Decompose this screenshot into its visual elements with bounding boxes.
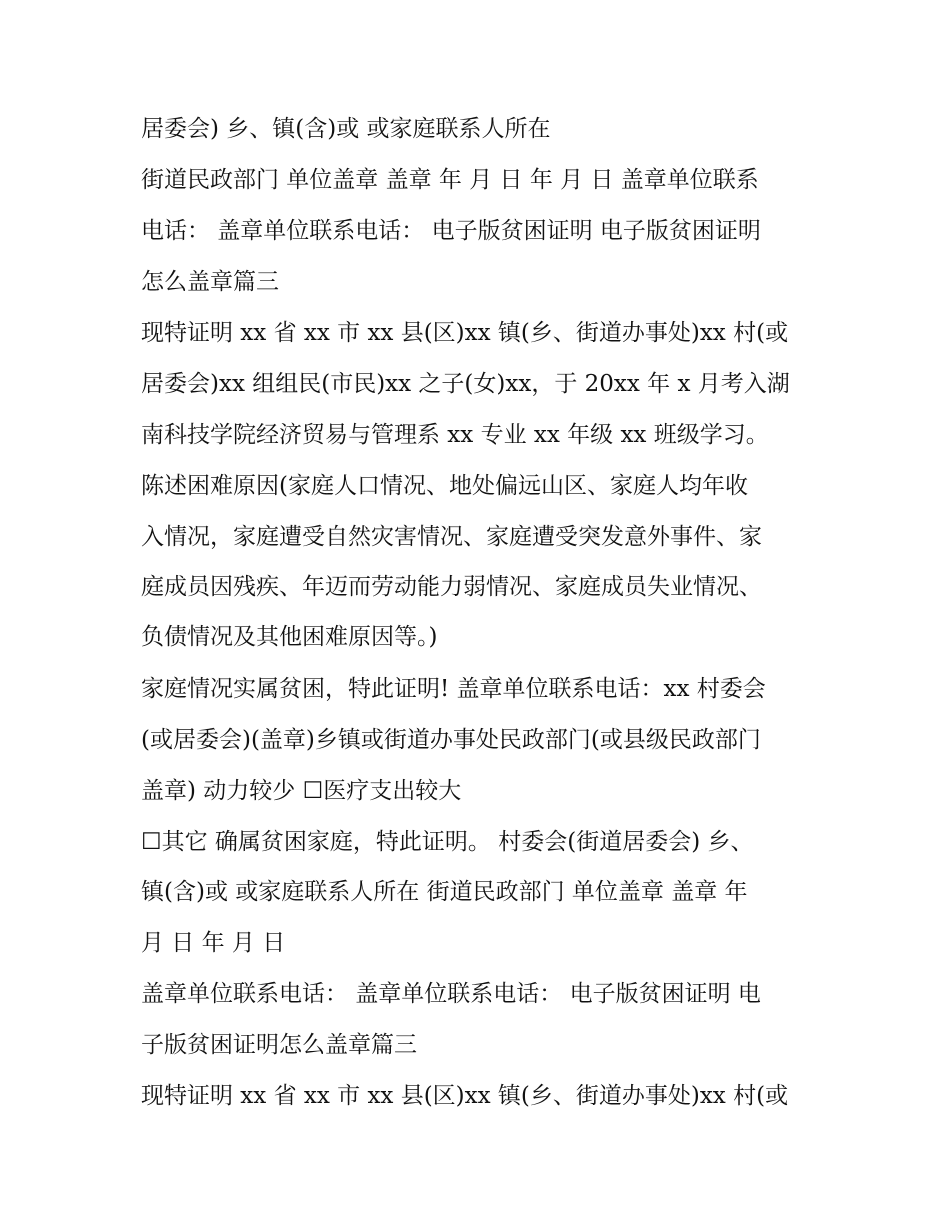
text-line: 镇(含)或 或家庭联系人所在 街道民政部门 单位盖章 盖章 年 [141, 879, 748, 905]
text-line: (或居委会)(盖章)乡镇或街道办事处民政部门(或县级民政部门 [141, 727, 761, 753]
text-line: 街道民政部门 单位盖章 盖章 年 月 日 年 月 日 盖章单位联系 [141, 167, 759, 193]
text-line: 居委会)xx 组组民(市民)xx 之子(女)xx，于 20xx 年 x 月考入湖 [141, 371, 790, 397]
text-line: 电话： 盖章单位联系电话： 电子版贫困证明 电子版贫困证明 [141, 218, 761, 244]
text-line: 负债情况及其他困难原因等。) [141, 624, 438, 650]
text-line: 居委会) 乡、镇(含)或 或家庭联系人所在 [141, 116, 551, 142]
text-line: ☐其它 确属贫困家庭，特此证明。 村委会(街道居委会) 乡、 [141, 829, 754, 855]
text-line: 庭成员因残疾、年迈而劳动能力弱情况、家庭成员失业情况、 [141, 574, 762, 600]
text-line: 月 日 年 月 日 [141, 930, 286, 956]
text-line: 家庭情况实属贫困，特此证明! 盖章单位联系电话：xx 村委会 [141, 676, 766, 702]
text-line: 南科技学院经济贸易与管理系 xx 专业 xx 年级 xx 班级学习。 [141, 422, 769, 448]
text-line: 入情况，家庭遭受自然灾害情况、家庭遭受突发意外事件、家 [141, 524, 762, 550]
text-line: 现特证明 xx 省 xx 市 xx 县(区)xx 镇(乡、街道办事处)xx 村(或 [141, 320, 789, 346]
text-line: 现特证明 xx 省 xx 市 xx 县(区)xx 镇(乡、街道办事处)xx 村(或 [141, 1083, 789, 1109]
text-line: 陈述困难原因(家庭人口情况、地处偏远山区、家庭人均年收 [141, 473, 748, 499]
text-line: 盖章) 动力较少 ☐医疗支出较大 [141, 778, 462, 804]
text-line: 子版贫困证明怎么盖章篇三 [141, 1032, 417, 1058]
text-line: 盖章单位联系电话： 盖章单位联系电话： 电子版贫困证明 电 [141, 981, 761, 1007]
text-line: 怎么盖章篇三 [141, 269, 279, 295]
